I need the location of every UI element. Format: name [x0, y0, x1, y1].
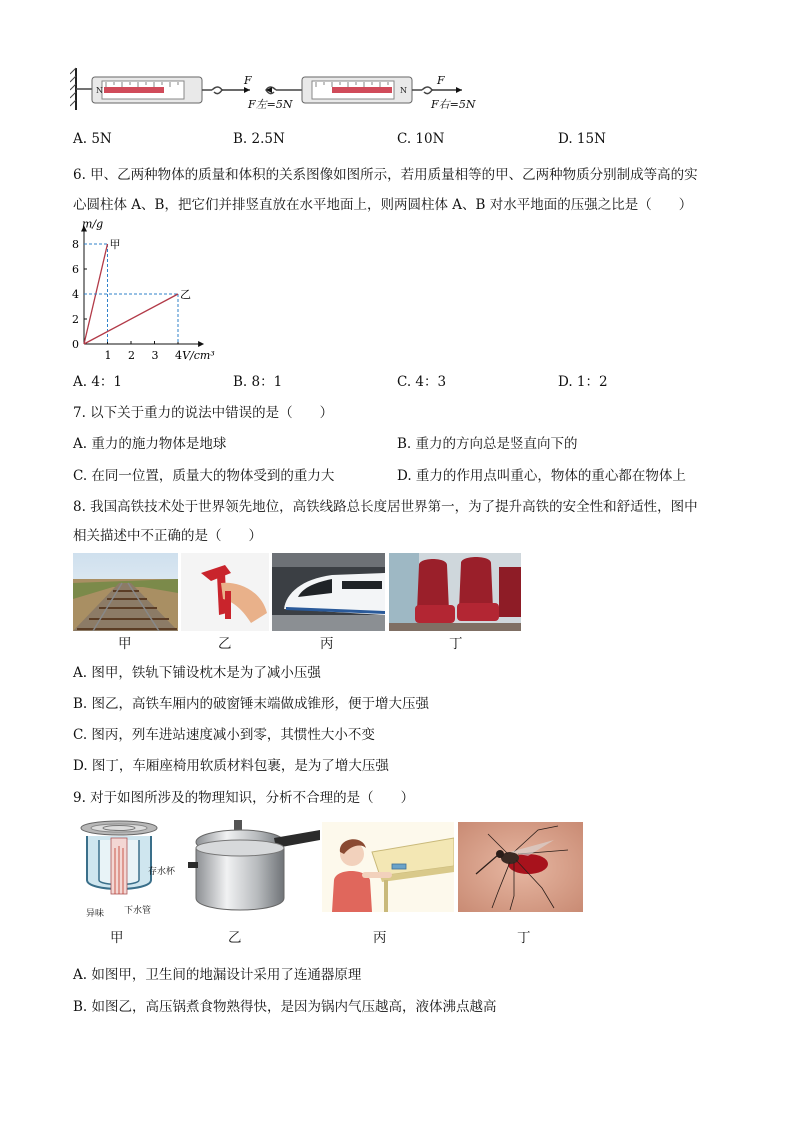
x-axis-arrow [198, 341, 204, 347]
series-label: 乙 [180, 288, 191, 301]
safety-hammer-image [181, 553, 269, 631]
q7-stem: 7. 以下关于重力的说法中错误的是（ ） [73, 405, 334, 421]
q5-option-c: C. 10N [397, 131, 445, 147]
high-speed-train-image [272, 553, 385, 631]
q5-option-b: B. 2.5N [233, 131, 285, 147]
y-tick-label: 2 [72, 313, 79, 326]
y-tick-label: 0 [72, 338, 79, 351]
q8-option-a: A. 图甲，铁轨下铺设枕木是为了减小压强 [73, 665, 321, 681]
q8-stem-line1: 8. 我国高铁技术处于世界领先地位，高铁线路总长度居世界第一，为了提升高铁的安全性和舒适性，图中 [73, 499, 698, 515]
q9-option-b: B. 如图乙，高压锅煮食物熟得快，是因为锅内气压越高，液体沸点越高 [73, 999, 497, 1015]
q9-caption-ding: 丁 [517, 930, 531, 946]
railway-track-image [73, 553, 178, 631]
q8-caption-jia: 甲 [118, 636, 132, 652]
q8-option-c: C. 图丙，列车进站速度减小到零，其惯性大小不变 [73, 727, 375, 743]
q8-caption-bing: 丙 [320, 636, 334, 652]
girl-table-image [322, 822, 454, 912]
q8-caption-ding: 丁 [449, 636, 463, 652]
q6-option-c: C. 4：3 [397, 374, 447, 390]
q6-stem-line2: 心圆柱体 A、B，把它们并排竖直放在水平地面上，则两圆柱体 A、B 对水平地面的压强之比是（ ） [73, 197, 693, 213]
mass-volume-chart [62, 218, 242, 363]
x-tick-label: 1 [104, 349, 112, 362]
q6-option-d: D. 1：2 [558, 374, 608, 390]
force-label-2: F [437, 74, 445, 87]
q8-option-b: B. 图乙，高铁车厢内的破窗锤末端做成锥形，便于增大压强 [73, 696, 430, 712]
y-tick-label: 6 [72, 263, 79, 276]
pressure-cooker-image [188, 818, 323, 916]
scale-letter-2: N [400, 86, 407, 95]
q8-stem-line2: 相关描述中不正确的是（ ） [73, 528, 262, 544]
q5-option-d: D. 15N [558, 131, 606, 147]
q6-option-b: B. 8：1 [233, 374, 283, 390]
x-tick-label: 2 [128, 349, 135, 362]
x-tick-label: 3 [151, 349, 159, 362]
force-left-label: F左=5N [248, 98, 293, 111]
q6-option-a: A. 4：1 [73, 374, 123, 390]
q9-caption-bing: 丙 [373, 930, 387, 946]
q7-option-c: C. 在同一位置，质量大的物体受到的重力大 [73, 468, 335, 484]
y-tick-label: 8 [72, 238, 79, 251]
x-axis-label: V/cm³ [182, 349, 215, 362]
drain-cup-label: 存水杯 [148, 867, 176, 877]
q8-caption-yi: 乙 [218, 636, 232, 652]
x-tick-label: 4 [175, 349, 182, 362]
q5-option-a: A. 5N [73, 131, 112, 147]
mosquito-image [458, 822, 583, 912]
scale-letter: N [96, 86, 103, 95]
y-tick-label: 4 [72, 288, 79, 301]
series-label: 甲 [109, 238, 121, 251]
series-line [84, 294, 178, 344]
q9-option-a: A. 如图甲，卫生间的地漏设计采用了连通器原理 [73, 967, 362, 983]
drain-odor-label: 异味 [86, 909, 105, 919]
q8-option-d: D. 图丁，车厢座椅用软质材料包裹，是为了增大压强 [73, 758, 389, 774]
y-axis-label: m/g [82, 218, 104, 231]
force-right-label: F右=5N [431, 98, 476, 111]
q9-stem: 9. 对于如图所涉及的物理知识，分析不合理的是（ ） [73, 790, 415, 806]
q9-caption-jia: 甲 [110, 930, 124, 946]
train-seats-image [389, 553, 521, 631]
q7-option-a: A. 重力的施力物体是地球 [73, 436, 227, 452]
drain-pipe-label: 下水管 [124, 906, 152, 916]
force-label-1: F [244, 74, 252, 87]
q7-option-b: B. 重力的方向总是竖直向下的 [397, 436, 578, 452]
q6-stem-line1: 6. 甲、乙两种物体的质量和体积的关系图像如图所示，若用质量相等的甲、乙两种物质分别制成等高的实 [73, 167, 698, 183]
q7-option-d: D. 重力的作用点叫重心，物体的重心都在物体上 [397, 468, 686, 484]
q9-caption-yi: 乙 [228, 930, 242, 946]
